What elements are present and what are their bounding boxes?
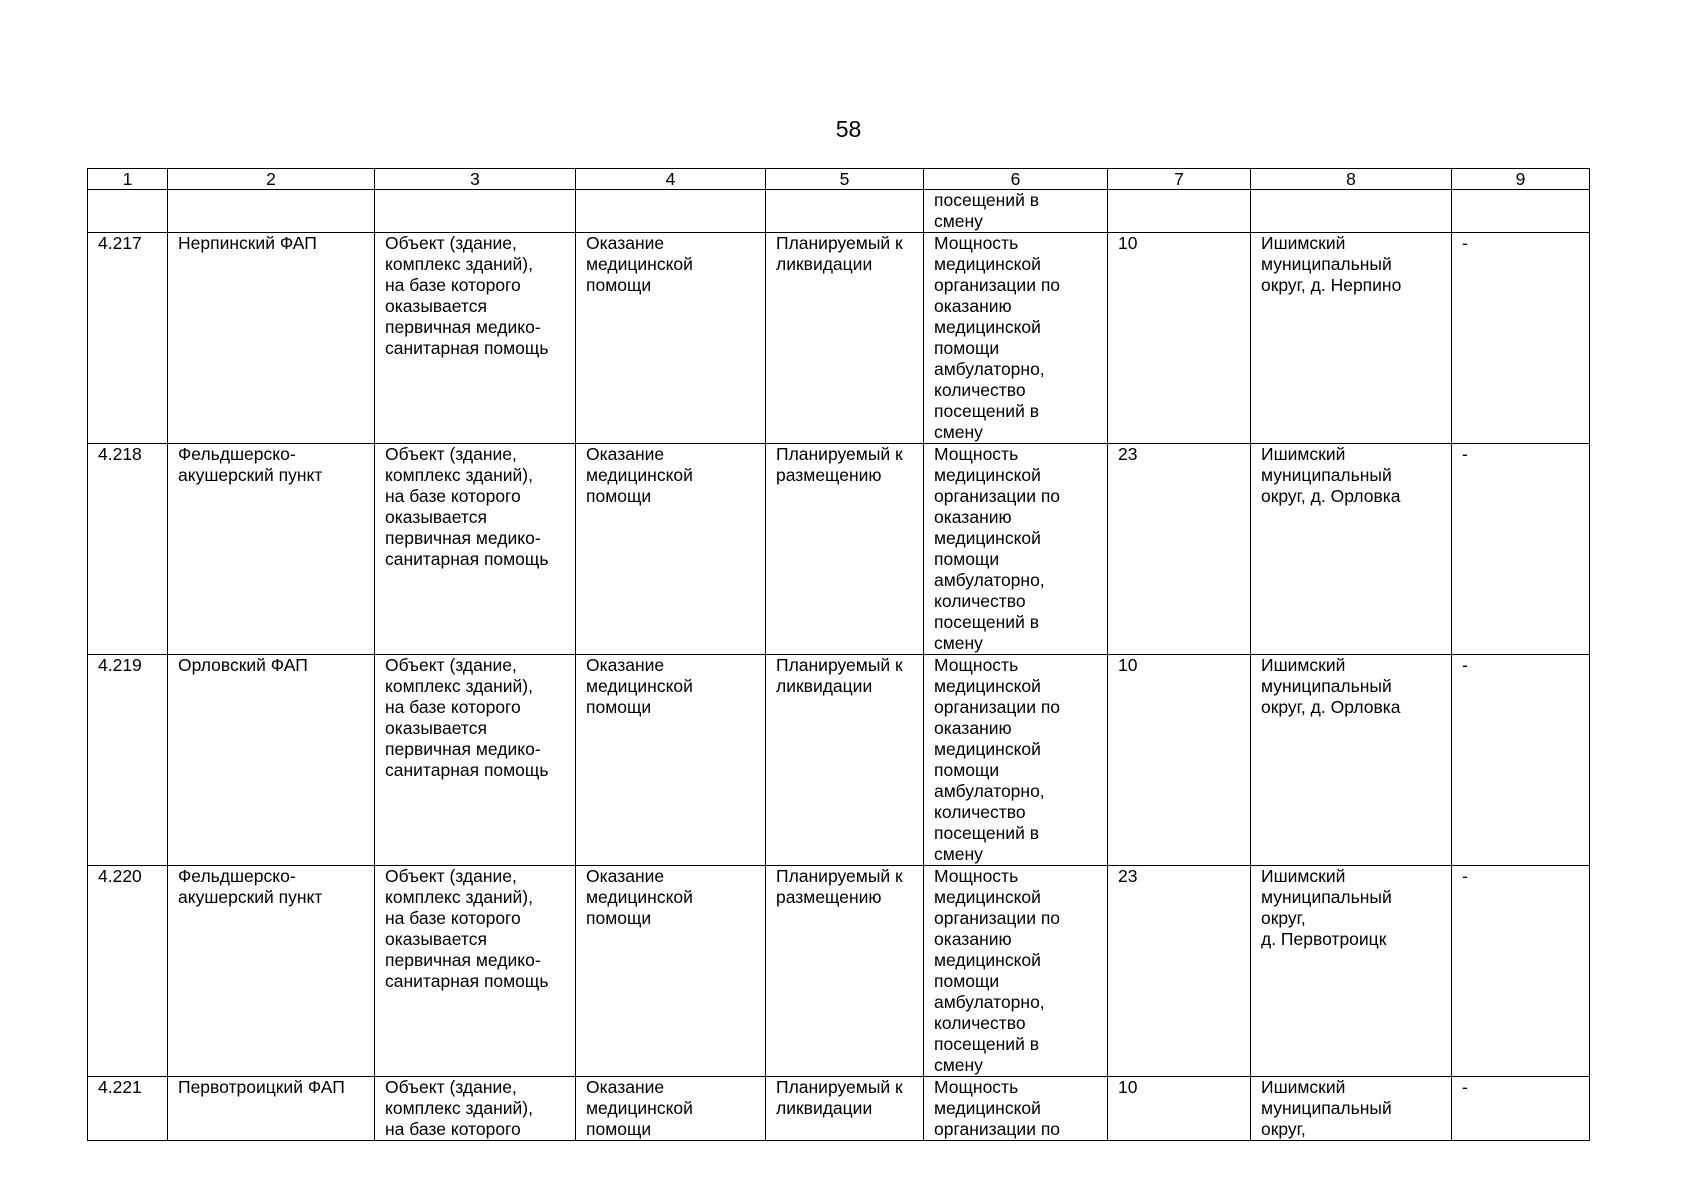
cell-name — [168, 190, 375, 233]
cell-name: Орловский ФАП — [168, 655, 375, 866]
cell-zone: - — [1452, 655, 1590, 866]
table-row — [88, 444, 1590, 655]
cell-location: Ишимский муниципальный округ, — [1251, 1077, 1452, 1141]
column-header-4: 4 — [576, 169, 766, 190]
cell-zone: - — [1452, 1077, 1590, 1141]
cell-number: 4.217 — [88, 233, 168, 444]
page-number: 58 — [835, 116, 862, 142]
table-row — [88, 655, 1590, 866]
cell-characteristic: Мощность медицинской организации по оказанию медицинской помощи амбулаторно, количество посещений в смену — [924, 444, 1108, 655]
cell-name: Фельдшерско- акушерский пункт — [168, 866, 375, 1077]
column-header-9: 9 — [1452, 169, 1590, 190]
cell-purpose: Оказание медицинской помощи — [576, 233, 766, 444]
column-header-7: 7 — [1108, 169, 1251, 190]
cell-characteristic: Мощность медицинской организации по оказанию медицинской помощи амбулаторно, количество посещений в смену — [924, 866, 1108, 1077]
cell-value — [1108, 190, 1251, 233]
cell-object-type: Объект (здание, комплекс зданий), на базе которого — [375, 1077, 576, 1141]
cell-number: 4.220 — [88, 866, 168, 1077]
cell-status: Планируемый к размещению — [766, 866, 924, 1077]
cell-object-type: Объект (здание, комплекс зданий), на базе которого оказывается первичная медико- санитарная помощь — [375, 655, 576, 866]
cell-value: 23 — [1108, 866, 1251, 1077]
column-header-6: 6 — [924, 169, 1108, 190]
cell-status — [766, 190, 924, 233]
cell-location: Ишимский муниципальный округ, д. Первотроицк — [1251, 866, 1452, 1077]
cell-number: 4.218 — [88, 444, 168, 655]
cell-value: 23 — [1108, 444, 1251, 655]
column-header-5: 5 — [766, 169, 924, 190]
cell-characteristic: посещений в смену — [924, 190, 1108, 233]
cell-value: 10 — [1108, 655, 1251, 866]
cell-object-type: Объект (здание, комплекс зданий), на базе которого оказывается первичная медико- санитарная помощь — [375, 444, 576, 655]
cell-number — [88, 190, 168, 233]
cell-value: 10 — [1108, 1077, 1251, 1141]
column-header-2: 2 — [168, 169, 375, 190]
cell-location: Ишимский муниципальный округ, д. Орловка — [1251, 444, 1452, 655]
continuation-row — [88, 190, 1590, 233]
cell-location — [1251, 190, 1452, 233]
column-header-8: 8 — [1251, 169, 1452, 190]
cell-characteristic: Мощность медицинской организации по — [924, 1077, 1108, 1141]
column-header-3: 3 — [375, 169, 576, 190]
header-row — [88, 169, 1590, 190]
cell-name: Нерпинский ФАП — [168, 233, 375, 444]
cell-number: 4.219 — [88, 655, 168, 866]
cell-location: Ишимский муниципальный округ, д. Орловка — [1251, 655, 1452, 866]
cell-characteristic: Мощность медицинской организации по оказанию медицинской помощи амбулаторно, количество посещений в смену — [924, 233, 1108, 444]
cell-status: Планируемый к ликвидации — [766, 655, 924, 866]
cell-name: Фельдшерско- акушерский пункт — [168, 444, 375, 655]
cell-purpose — [576, 190, 766, 233]
cell-object-type: Объект (здание, комплекс зданий), на базе которого оказывается первичная медико- санитарная помощь — [375, 866, 576, 1077]
cell-status: Планируемый к размещению — [766, 444, 924, 655]
cell-zone: - — [1452, 866, 1590, 1077]
cell-value: 10 — [1108, 233, 1251, 444]
cell-status: Планируемый к ликвидации — [766, 1077, 924, 1141]
cell-purpose: Оказание медицинской помощи — [576, 1077, 766, 1141]
cell-purpose: Оказание медицинской помощи — [576, 655, 766, 866]
cell-name: Первотроицкий ФАП — [168, 1077, 375, 1141]
cell-purpose: Оказание медицинской помощи — [576, 444, 766, 655]
table-row — [88, 233, 1590, 444]
table-row — [88, 866, 1590, 1077]
cell-object-type — [375, 190, 576, 233]
cell-purpose: Оказание медицинской помощи — [576, 866, 766, 1077]
column-header-1: 1 — [88, 169, 168, 190]
cell-zone: - — [1452, 444, 1590, 655]
registry-table — [87, 168, 1590, 1141]
cell-number: 4.221 — [88, 1077, 168, 1141]
cell-object-type: Объект (здание, комплекс зданий), на базе которого оказывается первичная медико- санитарная помощь — [375, 233, 576, 444]
cell-status: Планируемый к ликвидации — [766, 233, 924, 444]
table-row — [88, 1077, 1590, 1141]
cell-location: Ишимский муниципальный округ, д. Нерпино — [1251, 233, 1452, 444]
cell-characteristic: Мощность медицинской организации по оказанию медицинской помощи амбулаторно, количество посещений в смену — [924, 655, 1108, 866]
cell-zone: - — [1452, 233, 1590, 444]
cell-zone — [1452, 190, 1590, 233]
